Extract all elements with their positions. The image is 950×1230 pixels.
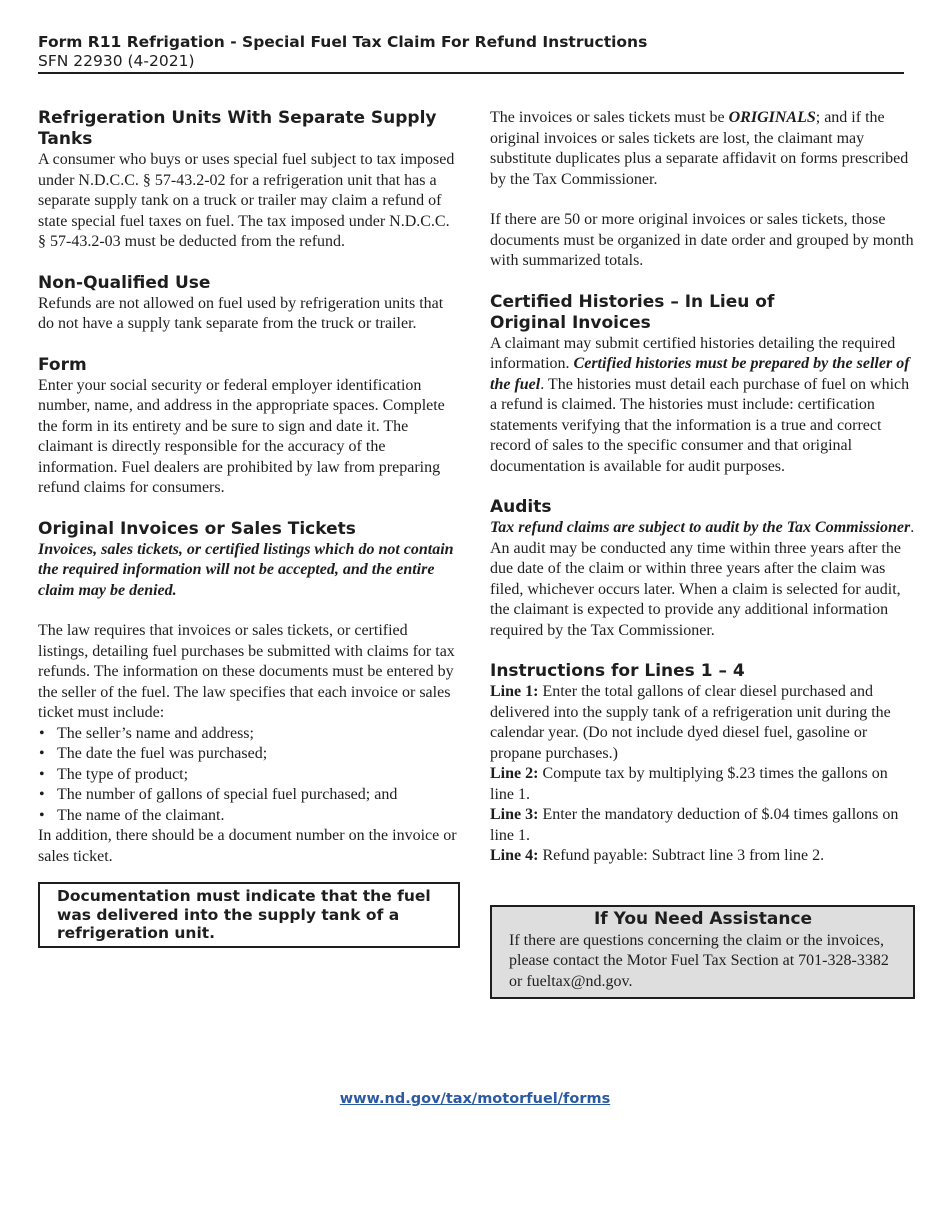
list-item: • The name of the claimant.: [38, 806, 460, 827]
section-title-refrigeration-units: Refrigeration Units With Separate Supply Tanks: [38, 108, 437, 149]
form-title: Form R11 Refrigation - Special Fuel Tax Claim For Refund Instructions: [38, 33, 648, 51]
documentation-notice-box: [38, 882, 460, 948]
list-item: • The number of gallons of special fuel purchased; and: [38, 785, 460, 806]
section-body-refrigeration-units: A consumer who buys or uses special fuel subject to tax imposed under N.D.C.C. § 57-43.2-02 for a refrigeration unit that has a separate supply tank on a truck or trailer may claim a refund of state special fuel taxes on fuel. The tax imposed under N.D.C.C. § 57-43.2-03 must be deducted from the refund.: [38, 151, 455, 250]
form-number: SFN 22930 (4-2021): [38, 52, 195, 70]
right-column: [490, 108, 915, 999]
section-body-form: Enter your social security or federal employer identification number, name, and address in the appropriate spaces. Complete the form in its entirety and be sure to sign and date it. The claimant is directly responsible for the accuracy of the information. Fuel dealers are prohibited by law from preparing refund claims for consumers.: [38, 376, 445, 496]
line-2-instruction: Line 2: Compute tax by multiplying $.23 times the gallons on line 1.: [490, 765, 888, 803]
line-4-instruction: Line 4: Refund payable: Subtract line 3 from line 2.: [490, 847, 825, 864]
list-item: • The type of product;: [38, 765, 460, 786]
originals-paragraph: The invoices or sales tickets must be ORIGINALS; and if the original invoices or sales tickets are lost, the claimant may substitute duplicates plus a separate affidavit on forms prescribed by the Tax Commissioner.: [490, 109, 909, 188]
left-column: [38, 108, 460, 948]
assistance-title: If You Need Assistance: [593, 908, 813, 929]
section-title-form: Form: [38, 354, 87, 375]
section-body-non-qualified-use: Refunds are not allowed on fuel used by refrigeration units that do not have a supply tank separate from the truck or trailer.: [38, 294, 444, 332]
forms-website-link[interactable]: www.nd.gov/tax/motorfuel/forms: [339, 1091, 611, 1107]
invoice-requirements-body: The law requires that invoices or sales tickets, or certified listings, detailing fuel purchases be submitted with claims for tax refunds. The information on these documents must be entered by the seller of the fuel. The law specifies that each invoice or sales ticket must include:: [38, 622, 455, 721]
section-title-audits: Audits: [490, 497, 552, 517]
invoice-requirements-list: [38, 724, 460, 827]
assistance-box: [490, 905, 915, 1000]
list-item: • The seller’s name and address;: [38, 724, 460, 745]
invoice-warning: Invoices, sales tickets, or certified listings which do not contain the required information will not be accepted, and the entire claim may be denied.: [38, 540, 454, 599]
section-body-certified-histories: A claimant may submit certified histories detailing the required information. Certified histories must be prepared by the seller of the fuel. The histories must detail each purchase of fuel on which a refund is claimed. The histories must include: certification statements verifying that the information is a true and correct record of sales to the specific consumer and that original documentation is available for audit purposes.: [490, 334, 910, 475]
line-3-instruction: Line 3: Enter the mandatory deduction of $.04 times gallons on line 1.: [490, 806, 899, 844]
document-number-note: In addition, there should be a document number on the invoice or sales ticket.: [38, 827, 457, 865]
section-body-audits: Tax refund claims are subject to audit by the Tax Commissioner. An audit may be conducted any time within three years after the due date of the claim or within three years after the claim was filed, whichever occurs later. When a claim is selected for audit, the claimant is expected to provide any additional information required by the Tax Commissioner.: [490, 519, 915, 639]
section-title-certified-histories: Certified Histories – In Lieu of Original Invoices: [490, 291, 775, 333]
documentation-notice-text: Documentation must indicate that the fuel was delivered into the supply tank of a refrigeration unit.: [57, 887, 431, 942]
fifty-invoices-paragraph: If there are 50 or more original invoices or sales tickets, those documents must be organized in date order and grouped by month with summarized totals.: [490, 211, 914, 269]
section-title-line-instructions: Instructions for Lines 1 – 4: [490, 661, 745, 681]
assistance-body: If there are questions concerning the claim or the invoices, please contact the Motor Fuel Tax Section at 701-328-3382 or fueltax@nd.gov.: [509, 931, 889, 990]
line-1-instruction: Line 1: Enter the total gallons of clear diesel purchased and delivered into the supply tank of a refrigeration unit during the calendar year. (Do not include dyed diesel fuel, gasoline or propane purchases.): [490, 683, 891, 762]
page-header: [38, 33, 904, 74]
section-title-original-invoices: Original Invoices or Sales Tickets: [38, 518, 356, 539]
list-item: • The date the fuel was purchased;: [38, 744, 460, 765]
section-title-non-qualified-use: Non-Qualified Use: [38, 272, 211, 293]
